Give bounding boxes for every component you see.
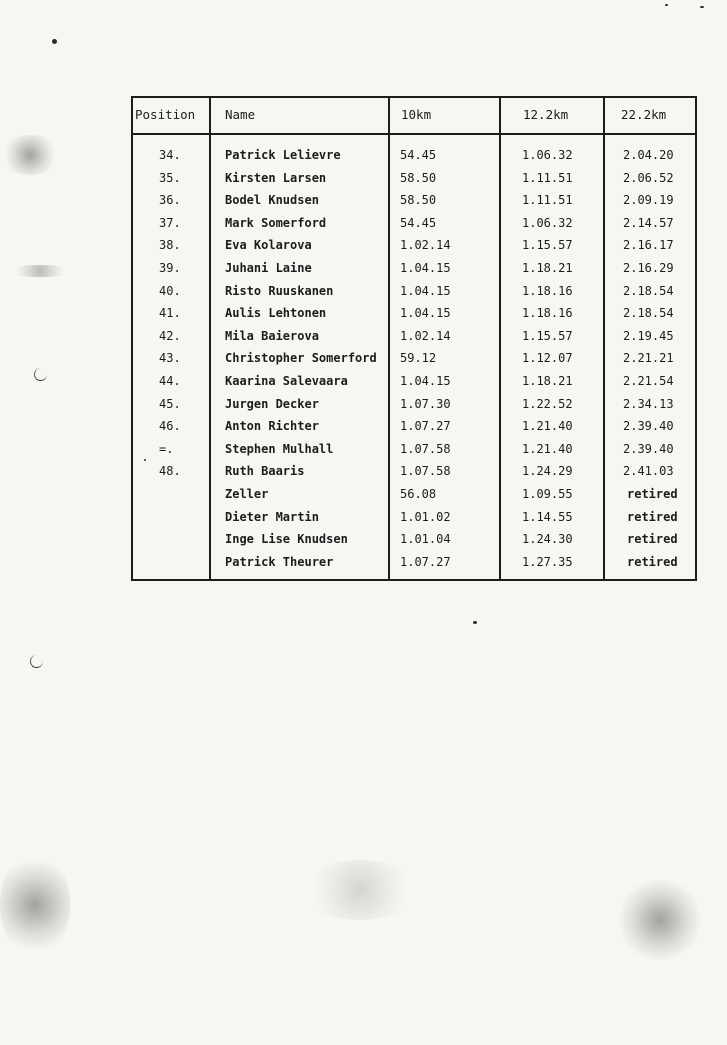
- toner-smudge: [300, 860, 420, 920]
- table-row: [133, 193, 695, 216]
- table-row: [133, 306, 695, 329]
- split-22-2km-cell: 2.18.54: [623, 283, 674, 298]
- table-row: [133, 510, 695, 533]
- split-10km-cell: 1.04.15: [400, 374, 451, 388]
- split-10km-cell: 1.07.58: [400, 464, 451, 479]
- header-divider: [133, 133, 695, 135]
- split-22-2km-cell: 2.34.13: [623, 396, 674, 411]
- split-12-2km-cell: 1.18.21: [522, 261, 573, 275]
- name-cell: Risto Ruuskanen: [225, 283, 334, 298]
- split-12-2km-cell: 1.11.51: [522, 193, 573, 208]
- name-cell: Ruth Baaris: [225, 464, 305, 479]
- split-10km-cell: 58.50: [400, 170, 437, 185]
- table-row: [133, 555, 695, 578]
- split-12-2km-cell: 1.15.57: [522, 238, 573, 253]
- position-cell: 44.: [159, 374, 181, 388]
- name-cell: Kirsten Larsen: [225, 170, 327, 185]
- name-cell: Patrick Lelievre: [225, 148, 341, 162]
- split-12-2km-cell: 1.21.40: [522, 441, 573, 456]
- split-22-2km-cell: retired: [627, 532, 678, 547]
- split-10km-cell: 1.02.14: [400, 328, 451, 343]
- punch-hole-mark: [34, 368, 47, 381]
- split-22-2km-cell: retired: [627, 487, 678, 501]
- split-22-2km-cell: 2.39.40: [623, 441, 674, 456]
- name-cell: Zeller: [225, 487, 269, 501]
- split-22-2km-cell: retired: [627, 509, 678, 524]
- split-12-2km-cell: 1.15.57: [522, 328, 573, 343]
- name-cell: Christopher Somerford: [225, 351, 377, 366]
- table-row: [133, 442, 695, 465]
- split-10km-cell: 1.01.04: [400, 532, 451, 547]
- split-22-2km-cell: 2.39.40: [623, 419, 674, 434]
- split-10km-cell: 1.07.30: [400, 396, 451, 411]
- split-10km-cell: 56.08: [400, 487, 437, 501]
- split-22-2km-cell: 2.16.29: [623, 261, 674, 275]
- name-cell: Eva Kolarova: [225, 238, 312, 253]
- split-10km-cell: 1.07.27: [400, 419, 451, 434]
- name-cell: Inge Lise Knudsen: [225, 532, 348, 547]
- name-cell: Stephen Mulhall: [225, 441, 334, 456]
- name-cell: Kaarina Salevaara: [225, 374, 348, 388]
- header-22-2km: 22.2km: [621, 107, 667, 122]
- name-cell: Patrick Theurer: [225, 554, 334, 569]
- table-row: [133, 238, 695, 261]
- split-22-2km-cell: 2.19.45: [623, 328, 674, 343]
- split-22-2km-cell: 2.18.54: [623, 306, 674, 321]
- table-row: [133, 397, 695, 420]
- header-10km: 10km: [401, 107, 432, 122]
- position-cell: 40.: [159, 283, 181, 298]
- position-cell: 41.: [159, 306, 181, 321]
- name-cell: Juhani Laine: [225, 261, 312, 275]
- toner-smudge: [5, 265, 75, 277]
- toner-smudge: [0, 135, 60, 175]
- header-12-2km: 12.2km: [523, 107, 569, 122]
- split-22-2km-cell: 2.16.17: [623, 238, 674, 253]
- split-22-2km-cell: 2.14.57: [623, 215, 674, 230]
- split-10km-cell: 54.45: [400, 215, 437, 230]
- table-row: [133, 351, 695, 374]
- toner-smudge: [615, 880, 705, 960]
- table-row: [133, 419, 695, 442]
- punch-hole-mark: [30, 655, 43, 668]
- split-10km-cell: 1.04.15: [400, 283, 451, 298]
- table-row: [133, 464, 695, 487]
- table-row: [133, 216, 695, 239]
- split-12-2km-cell: 1.12.07: [522, 351, 573, 366]
- header-position: Position: [135, 107, 196, 122]
- position-cell: 43.: [159, 351, 181, 366]
- toner-smudge: [0, 850, 70, 960]
- split-12-2km-cell: 1.11.51: [522, 170, 573, 185]
- split-12-2km-cell: 1.18.16: [522, 283, 573, 298]
- table-row: [133, 532, 695, 555]
- table-row: [133, 284, 695, 307]
- split-10km-cell: 1.07.58: [400, 441, 451, 456]
- split-12-2km-cell: 1.24.29: [522, 464, 573, 479]
- name-cell: Jurgen Decker: [225, 396, 319, 411]
- name-cell: Mila Baierova: [225, 328, 319, 343]
- position-cell: 42.: [159, 328, 181, 343]
- split-22-2km-cell: 2.21.54: [623, 374, 674, 388]
- split-22-2km-cell: retired: [627, 554, 678, 569]
- split-10km-cell: 59.12: [400, 351, 437, 366]
- split-10km-cell: 1.04.15: [400, 261, 451, 275]
- table-row: [133, 171, 695, 194]
- split-22-2km-cell: 2.09.19: [623, 193, 674, 208]
- split-12-2km-cell: 1.09.55: [522, 487, 573, 501]
- position-cell: 39.: [159, 261, 181, 275]
- position-cell: 37.: [159, 215, 181, 230]
- name-cell: Aulis Lehtonen: [225, 306, 327, 321]
- split-12-2km-cell: 1.18.16: [522, 306, 573, 321]
- split-12-2km-cell: 1.06.32: [522, 215, 573, 230]
- table-row: [133, 148, 695, 171]
- table-row: [133, 329, 695, 352]
- split-22-2km-cell: 2.21.21: [623, 351, 674, 366]
- split-10km-cell: 1.04.15: [400, 306, 451, 321]
- split-12-2km-cell: 1.24.30: [522, 532, 573, 547]
- position-cell: 45.: [159, 396, 181, 411]
- split-12-2km-cell: 1.14.55: [522, 509, 573, 524]
- split-12-2km-cell: 1.27.35: [522, 554, 573, 569]
- header-name: Name: [225, 107, 256, 122]
- split-22-2km-cell: 2.04.20: [623, 148, 674, 162]
- split-10km-cell: 1.02.14: [400, 238, 451, 253]
- split-12-2km-cell: 1.06.32: [522, 148, 573, 162]
- name-cell: Bodel Knudsen: [225, 193, 319, 208]
- name-cell: Anton Richter: [225, 419, 319, 434]
- position-cell: =.: [159, 441, 174, 456]
- table-row: [133, 487, 695, 510]
- split-12-2km-cell: 1.18.21: [522, 374, 573, 388]
- table-row: [133, 374, 695, 397]
- table-row: [133, 261, 695, 284]
- split-12-2km-cell: 1.21.40: [522, 419, 573, 434]
- results-table: [131, 96, 697, 581]
- name-cell: Dieter Martin: [225, 509, 319, 524]
- split-22-2km-cell: 2.41.03: [623, 464, 674, 479]
- split-22-2km-cell: 2.06.52: [623, 170, 674, 185]
- position-cell: 34.: [159, 148, 181, 162]
- split-10km-cell: 54.45: [400, 148, 437, 162]
- position-cell: 48.: [159, 464, 181, 479]
- position-cell: 38.: [159, 238, 181, 253]
- name-cell: Mark Somerford: [225, 215, 327, 230]
- position-cell: 36.: [159, 193, 181, 208]
- split-10km-cell: 1.07.27: [400, 554, 451, 569]
- position-cell: 46.: [159, 419, 181, 434]
- split-12-2km-cell: 1.22.52: [522, 396, 573, 411]
- split-10km-cell: 1.01.02: [400, 509, 451, 524]
- position-cell: 35.: [159, 170, 181, 185]
- split-10km-cell: 58.50: [400, 193, 437, 208]
